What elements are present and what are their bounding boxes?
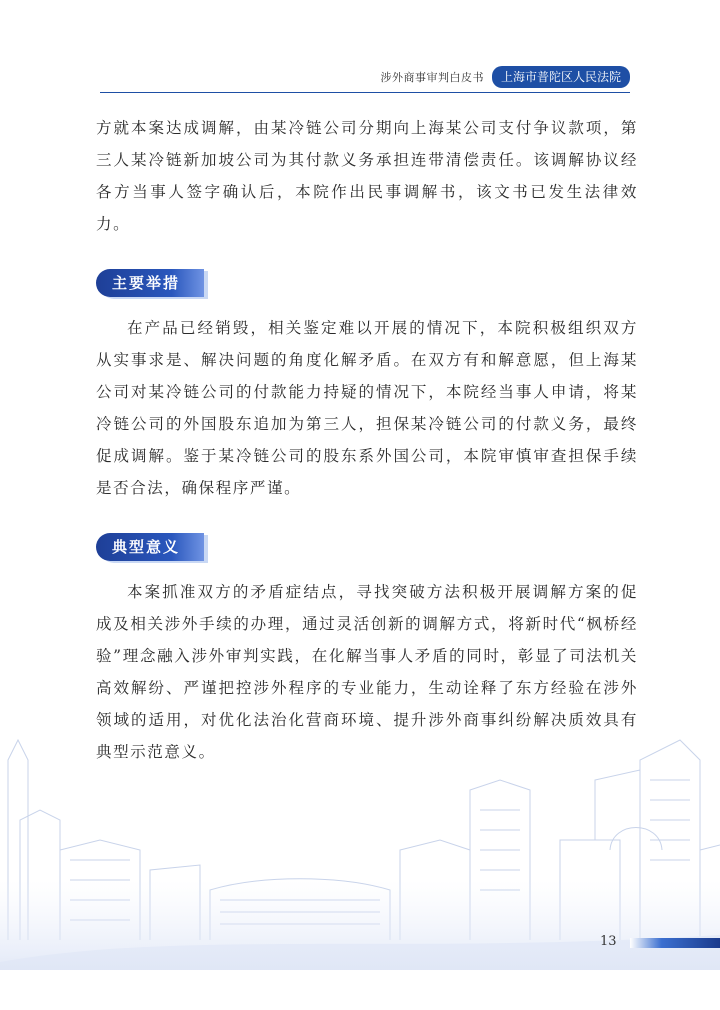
- page-number: 13: [600, 934, 617, 949]
- measures-title: 主要举措: [96, 269, 204, 297]
- court-badge: 上海市普陀区人民法院: [492, 66, 630, 88]
- significance-paragraph: 本案抓准双方的矛盾症结点，寻找突破方法积极开展调解方案的促成及相关涉外手续的办理，通过灵活创新的调解方式，将新时代“枫桥经验”理念融入涉外审判实践，在化解当事人矛盾的同时，彰显了司法机关高效解纷、严谨把控涉外程序的专业能力，生动诠释了东方经验在涉外领域的适用，对优化法治化营商环境、提升涉外商事纠纷解决质效具有典型示范意义。: [96, 583, 638, 761]
- measures-paragraph: 在产品已经销毁，相关鉴定难以开展的情况下，本院积极组织双方从实事求是、解决问题的角度化解矛盾。在双方有和解意愿，但上海某公司对某冷链公司的付款能力持疑的情况下，本院经当事人申请，将某冷链公司的外国股东追加为第三人，担保某冷链公司的付款义务，最终促成调解。鉴于某冷链公司的股东系外国公司，本院审慎审查担保手续是否合法，确保程序严谨。: [96, 319, 638, 497]
- header-divider: [100, 92, 630, 93]
- page-number-bar: [630, 938, 720, 948]
- intro-paragraph: 方就本案达成调解，由某冷链公司分期向上海某公司支付争议款项，第三人某冷链新加坡公司为其付款义务承担连带清偿责任。该调解协议经各方当事人签字确认后，本院作出民事调解书，该文书已发生法律效力。: [96, 119, 638, 233]
- city-skyline-illustration: [0, 700, 720, 970]
- section-heading-significance: [96, 528, 638, 566]
- page-header: [380, 66, 630, 88]
- section-heading-measures: [96, 264, 638, 302]
- significance-title: 典型意义: [96, 533, 204, 561]
- page-content: [96, 112, 638, 768]
- header-title: 涉外商事审判白皮书: [380, 71, 484, 84]
